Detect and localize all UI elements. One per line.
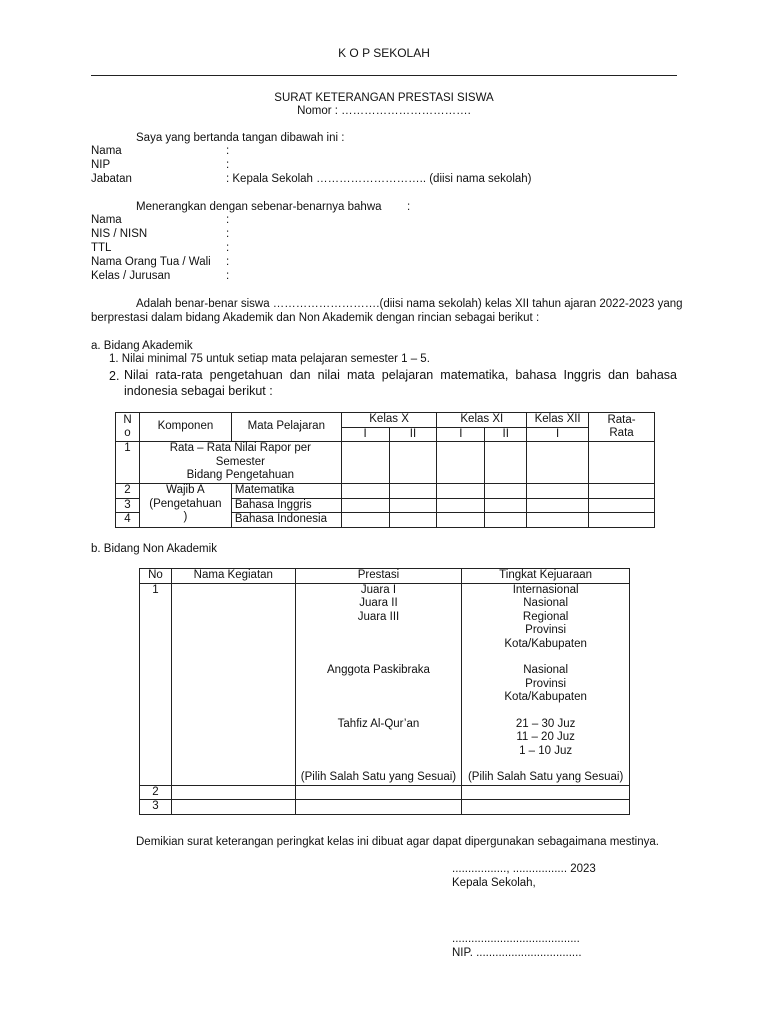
declaration-text: Menerangkan dengan sebenar-benarnya bahwa: [136, 201, 382, 213]
score-cell[interactable]: [389, 498, 437, 513]
row-number: 4: [116, 513, 140, 528]
score-cell[interactable]: [589, 484, 655, 499]
score-cell[interactable]: [527, 513, 589, 528]
semester-label: I: [527, 427, 589, 442]
field-label: Nama: [91, 145, 122, 157]
intro-text: Saya yang bertanda tangan dibawah ini :: [136, 132, 345, 144]
col-header-kelas-xii: Kelas XII: [527, 413, 589, 428]
activity-cell[interactable]: [171, 785, 295, 800]
col-header-tingkat: Tingkat Kejuaraan: [462, 569, 630, 584]
signer-block: [91, 145, 591, 187]
score-cell[interactable]: [437, 513, 485, 528]
row-number: 3: [116, 498, 140, 513]
semester-label: II: [389, 427, 437, 442]
signature-name-line: ........................................: [452, 933, 580, 945]
signer-value: :: [226, 159, 230, 171]
table-row: [116, 442, 655, 484]
level-cell[interactable]: [462, 785, 630, 800]
component-cell: Rata – Rata Nilai Rapor per Semester Bidang Pengetahuan: [139, 442, 341, 484]
signature-date: ................., ................. 2023: [452, 863, 596, 875]
document-number: Nomor : …………………………….: [297, 105, 471, 117]
row-number: 1: [140, 583, 172, 785]
score-cell[interactable]: [389, 484, 437, 499]
level-cell: Internasional Nasional Regional Provinsi Kota/Kabupaten Nasional Provinsi Kota/Kabupaten 21 – 30 Juz 11 – 20 Juz 1 – 10 Juz (Pilih Salah Satu yang Sesuai): [462, 583, 630, 785]
signer-row: [91, 173, 132, 185]
field-label: NIP: [91, 159, 111, 171]
field-label: Nama Orang Tua / Wali: [91, 256, 211, 268]
field-value: :: [226, 228, 230, 240]
signer-row: [91, 159, 110, 171]
score-cell[interactable]: [527, 442, 589, 484]
score-cell[interactable]: [341, 484, 389, 499]
field-value: :: [226, 256, 230, 268]
score-cell[interactable]: [341, 498, 389, 513]
letterhead: K O P SEKOLAH: [338, 46, 430, 60]
col-header-nama-kegiatan: Nama Kegiatan: [171, 569, 295, 584]
score-cell[interactable]: [389, 442, 437, 484]
subject-cell: Bahasa Indonesia: [231, 513, 341, 528]
col-header-prestasi: Prestasi: [295, 569, 462, 584]
signer-value: :: [226, 145, 230, 157]
col-header-rata: Rata- Rata: [589, 413, 655, 442]
table-row: [140, 800, 630, 815]
score-cell[interactable]: [589, 442, 655, 484]
academic-item-2-line2: indonesia sebagai berikut :: [124, 384, 273, 398]
level-cell[interactable]: [462, 800, 630, 815]
row-number: 1: [116, 442, 140, 484]
field-value: :: [226, 214, 230, 226]
subject-cell: Bahasa Inggris: [231, 498, 341, 513]
score-cell[interactable]: [589, 498, 655, 513]
row-number: 2: [140, 785, 172, 800]
semester-label: I: [437, 427, 485, 442]
achievement-cell[interactable]: [295, 800, 462, 815]
declaration-colon: :: [407, 201, 411, 213]
field-value: :: [226, 242, 230, 254]
score-cell[interactable]: [437, 484, 485, 499]
academic-item-2-line1: Nilai rata-rata pengetahuan dan nilai mata pelajaran matematika, bahasa Inggris dan bahasa: [124, 368, 677, 382]
score-cell[interactable]: [437, 498, 485, 513]
score-cell[interactable]: [485, 442, 527, 484]
score-cell[interactable]: [527, 484, 589, 499]
closing-statement: Demikian surat keterangan peringkat kelas ini dibuat agar dapat dipergunakan sebagaimana mestinya.: [136, 836, 659, 848]
field-label: Jabatan: [91, 173, 132, 185]
row-number: 2: [116, 484, 140, 499]
component-cell: Wajib A (Pengetahuan ): [139, 484, 231, 528]
semester-label: II: [485, 427, 527, 442]
score-cell[interactable]: [485, 498, 527, 513]
activity-cell[interactable]: [171, 583, 295, 785]
col-header-no: No: [140, 569, 172, 584]
achievement-cell: Juara I Juara II Juara III Anggota Paskibraka Tahfiz Al-Qur’an (Pilih Salah Satu yang Sesuai): [295, 583, 462, 785]
academic-item-1: 1. Nilai minimal 75 untuk setiap mata pelajaran semester 1 – 5.: [109, 353, 430, 365]
achievement-cell[interactable]: [295, 785, 462, 800]
field-label: TTL: [91, 242, 112, 254]
field-label: NIS / NISN: [91, 228, 148, 240]
table-row: [116, 484, 655, 499]
score-cell[interactable]: [389, 513, 437, 528]
semester-label: I: [341, 427, 389, 442]
score-cell[interactable]: [589, 513, 655, 528]
signature-nip: NIP. .................................: [452, 947, 582, 959]
score-cell[interactable]: [437, 442, 485, 484]
student-block: [91, 214, 591, 286]
field-value: :: [226, 270, 230, 282]
non-academic-table: [139, 568, 630, 815]
academic-item-2-number: 2.: [109, 369, 120, 383]
body-paragraph-line1: Adalah benar-benar siswa ……………………….(diisi nama sekolah) kelas XII tahun ajaran 2022-2023 yang: [136, 298, 683, 310]
score-cell[interactable]: [485, 513, 527, 528]
subject-cell: Matematika: [231, 484, 341, 499]
table-row: [140, 583, 630, 785]
score-cell[interactable]: [341, 442, 389, 484]
col-header-komponen: Komponen: [139, 413, 231, 442]
col-header-kelas-x: Kelas X: [341, 413, 437, 428]
field-label: Nama: [91, 214, 122, 226]
signature-title: Kepala Sekolah,: [452, 877, 536, 889]
document-title: SURAT KETERANGAN PRESTASI SISWA: [274, 92, 494, 104]
table-row: [140, 785, 630, 800]
col-header-mapel: Mata Pelajaran: [231, 413, 341, 442]
score-cell[interactable]: [485, 484, 527, 499]
score-cell[interactable]: [527, 498, 589, 513]
activity-cell[interactable]: [171, 800, 295, 815]
header-divider: [91, 75, 677, 76]
row-number: 3: [140, 800, 172, 815]
score-cell[interactable]: [341, 513, 389, 528]
col-header-no: N o: [116, 413, 140, 442]
col-header-kelas-xi: Kelas XI: [437, 413, 527, 428]
signer-row: [91, 145, 122, 157]
section-a-heading: a. Bidang Akademik: [91, 340, 193, 352]
section-b-heading: b. Bidang Non Akademik: [91, 543, 217, 555]
signer-value: : Kepala Sekolah ……………………….. (diisi nama sekolah): [226, 173, 532, 185]
body-paragraph-line2: berprestasi dalam bidang Akademik dan Non Akademik dengan rincian sebagai berikut :: [91, 312, 540, 324]
field-label: Kelas / Jurusan: [91, 270, 171, 282]
academic-table: [115, 412, 655, 528]
